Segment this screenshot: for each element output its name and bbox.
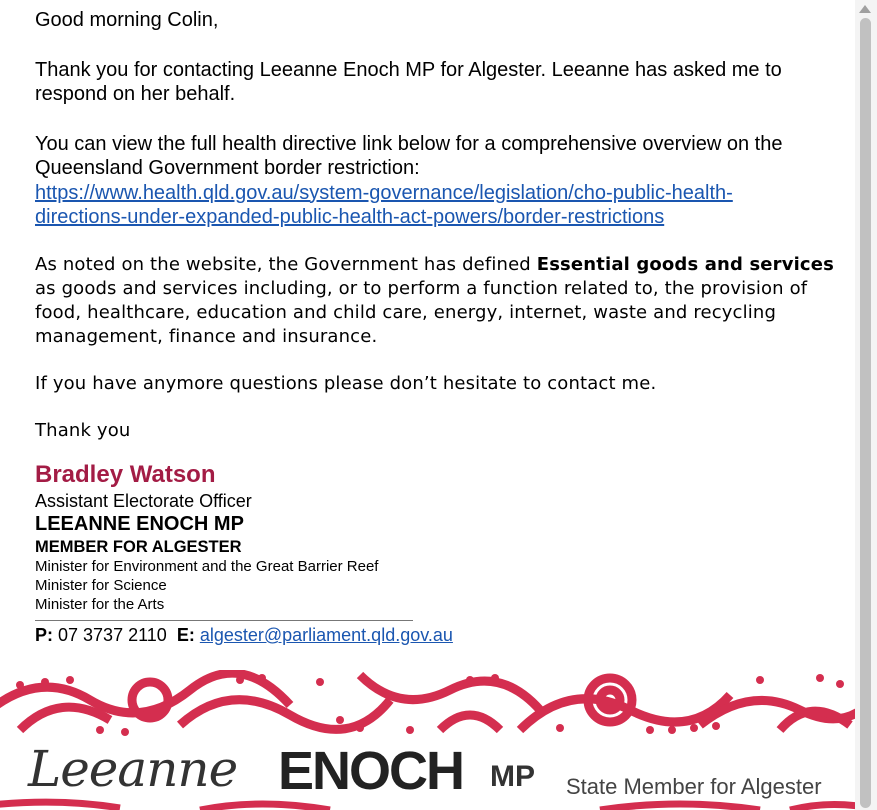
signature-banner bbox=[0, 670, 855, 810]
para2-line1: You can view the full health directive link below for a comprehensive overview on the bbox=[35, 132, 783, 155]
phone-label: P: bbox=[35, 625, 53, 645]
vertical-scrollbar[interactable] bbox=[855, 0, 877, 810]
phone-number: 07 3737 2110 bbox=[58, 625, 167, 645]
brand-last-name: ENOCH bbox=[278, 741, 464, 801]
closing: Thank you bbox=[35, 419, 131, 441]
questions-paragraph: If you have anymore questions please don’t hesitate to contact me. bbox=[35, 372, 657, 394]
signature-mp: LEEANNE ENOCH MP bbox=[35, 513, 244, 535]
brand-first-name: Leeanne bbox=[28, 740, 238, 798]
brand-subtitle: State Member for Algester bbox=[566, 774, 822, 799]
signature-ministry: Minister for Science bbox=[35, 577, 167, 594]
signature-divider bbox=[35, 620, 413, 621]
signature-contact bbox=[35, 625, 453, 646]
scroll-thumb[interactable] bbox=[860, 18, 871, 808]
para3-bold: Essential goods and services bbox=[536, 253, 834, 275]
essential-services-paragraph bbox=[35, 253, 850, 349]
email-link[interactable]: algester@parliament.qld.gov.au bbox=[199, 625, 453, 645]
para1-line2: respond on her behalf. bbox=[35, 83, 236, 105]
signature-ministry: Minister for Environment and the Great Barrier Reef bbox=[35, 558, 379, 575]
email-label: E: bbox=[176, 625, 195, 645]
signature-name: Bradley Watson bbox=[35, 461, 216, 488]
para3-prefix: As noted on the website, the Government has defined bbox=[35, 253, 537, 275]
para3-suffix: as goods and services including, or to perform a function related to, the provision of food, healthcare, education and child care, energy, internet, waste and recycling management, finance and insurance. bbox=[35, 277, 808, 347]
brand-mp: MP bbox=[490, 760, 535, 793]
signature-ministry: Minister for the Arts bbox=[35, 596, 165, 613]
para1-line1: Thank you for contacting Leeanne Enoch MP for Algester. Leeanne has asked me to bbox=[35, 58, 782, 81]
health-directive-link-line1[interactable]: https://www.health.qld.gov.au/system-governance/legislation/cho-public-health- bbox=[35, 181, 733, 204]
signature-member: MEMBER FOR ALGESTER bbox=[35, 538, 242, 556]
greeting: Good morning Colin, bbox=[35, 9, 219, 31]
signature-role: Assistant Electorate Officer bbox=[35, 491, 252, 511]
health-directive-link-line2[interactable]: directions-under-expanded-public-health-act-powers/border-restrictions bbox=[35, 206, 665, 228]
scroll-up-arrow-icon[interactable] bbox=[859, 5, 871, 13]
message-content bbox=[35, 8, 855, 443]
para2-line2: Queensland Government border restriction: bbox=[35, 157, 420, 179]
